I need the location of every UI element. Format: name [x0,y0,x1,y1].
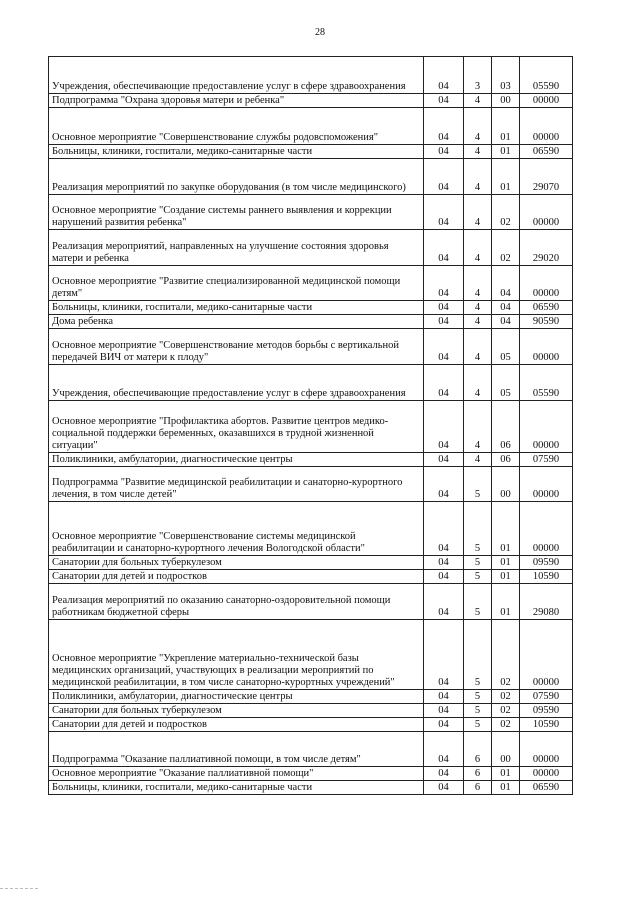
row-name-cell: Поликлиники, амбулатории, диагностические центры [49,690,424,704]
row-name-cell: Основное мероприятие "Создание системы раннего выявления и коррекции нарушений развития ребенка" [49,195,424,230]
code-cell-4: 09590 [520,556,573,570]
code-cell-4: 05590 [520,365,573,401]
code-cell-2: 4 [464,145,492,159]
code-cell-1: 04 [424,767,464,781]
code-cell-4: 29080 [520,584,573,620]
code-cell-4: 07590 [520,453,573,467]
row-name-cell: Санатории для детей и подростков [49,718,424,732]
table-body [49,57,573,795]
row-name-cell: Поликлиники, амбулатории, диагностические центры [49,453,424,467]
code-cell-2: 4 [464,230,492,266]
code-cell-1: 04 [424,365,464,401]
code-cell-1: 04 [424,301,464,315]
code-cell-2: 4 [464,108,492,145]
code-cell-3: 06 [492,453,520,467]
code-cell-3: 02 [492,718,520,732]
code-cell-1: 04 [424,690,464,704]
code-cell-2: 5 [464,620,492,690]
code-cell-2: 4 [464,301,492,315]
table-row [49,467,573,502]
code-cell-1: 04 [424,620,464,690]
table-row [49,108,573,145]
table-row [49,781,573,795]
table-row [49,329,573,365]
code-cell-4: 00000 [520,467,573,502]
code-cell-1: 04 [424,315,464,329]
code-cell-2: 4 [464,266,492,301]
code-cell-4: 09590 [520,704,573,718]
code-cell-2: 5 [464,584,492,620]
table-row [49,266,573,301]
code-cell-2: 6 [464,767,492,781]
code-cell-3: 01 [492,159,520,195]
code-cell-4: 00000 [520,502,573,556]
table-row [49,145,573,159]
code-cell-2: 4 [464,329,492,365]
code-cell-3: 02 [492,704,520,718]
code-cell-1: 04 [424,570,464,584]
code-cell-1: 04 [424,467,464,502]
table-row [49,584,573,620]
code-cell-2: 4 [464,365,492,401]
code-cell-4: 06590 [520,301,573,315]
code-cell-1: 04 [424,453,464,467]
table-row [49,620,573,690]
table-row [49,570,573,584]
code-cell-2: 4 [464,401,492,453]
code-cell-2: 5 [464,502,492,556]
table-row [49,365,573,401]
row-name-cell: Больницы, клиники, госпитали, медико-санитарные части [49,781,424,795]
code-cell-3: 05 [492,329,520,365]
code-cell-3: 02 [492,690,520,704]
code-cell-2: 3 [464,57,492,94]
code-cell-2: 4 [464,453,492,467]
code-cell-1: 04 [424,502,464,556]
row-name-cell: Реализация мероприятий по оказанию санаторно-оздоровительной помощи работникам бюджетной сферы [49,584,424,620]
code-cell-4: 90590 [520,315,573,329]
row-name-cell: Основное мероприятие "Совершенствование системы медицинской реабилитации и санаторно-курортного лечения Вологодской области" [49,502,424,556]
budget-classification-table [48,56,573,795]
row-name-cell: Учреждения, обеспечивающие предоставление услуг в сфере здравоохранения [49,365,424,401]
code-cell-4: 00000 [520,94,573,108]
table-row [49,230,573,266]
code-cell-3: 01 [492,570,520,584]
code-cell-1: 04 [424,266,464,301]
code-cell-3: 02 [492,195,520,230]
code-cell-3: 04 [492,301,520,315]
table-row [49,315,573,329]
row-name-cell: Больницы, клиники, госпитали, медико-санитарные части [49,145,424,159]
code-cell-3: 04 [492,315,520,329]
table-row [49,301,573,315]
code-cell-4: 00000 [520,195,573,230]
row-name-cell: Основное мероприятие "Оказание паллиативной помощи" [49,767,424,781]
code-cell-4: 00000 [520,732,573,767]
code-cell-3: 00 [492,732,520,767]
code-cell-2: 6 [464,781,492,795]
page-number: 28 [315,27,325,38]
code-cell-4: 00000 [520,108,573,145]
row-name-cell: Дома ребенка [49,315,424,329]
row-name-cell: Подпрограмма "Охрана здоровья матери и ребенка" [49,94,424,108]
row-name-cell: Реализация мероприятий, направленных на улучшение состояния здоровья матери и ребенка [49,230,424,266]
code-cell-3: 04 [492,266,520,301]
table-row [49,704,573,718]
row-name-cell: Санатории для больных туберкулезом [49,704,424,718]
code-cell-4: 10590 [520,718,573,732]
code-cell-2: 5 [464,570,492,584]
table-row [49,401,573,453]
code-cell-4: 00000 [520,620,573,690]
code-cell-3: 00 [492,94,520,108]
code-cell-2: 6 [464,732,492,767]
code-cell-1: 04 [424,584,464,620]
code-cell-1: 04 [424,195,464,230]
code-cell-4: 00000 [520,266,573,301]
code-cell-3: 02 [492,620,520,690]
code-cell-2: 5 [464,467,492,502]
table-row [49,453,573,467]
code-cell-4: 29020 [520,230,573,266]
code-cell-3: 01 [492,145,520,159]
row-name-cell: Санатории для больных туберкулезом [49,556,424,570]
code-cell-3: 01 [492,502,520,556]
code-cell-2: 4 [464,159,492,195]
code-cell-3: 01 [492,781,520,795]
row-name-cell: Подпрограмма "Оказание паллиативной помощи, в том числе детям" [49,732,424,767]
table-row [49,732,573,767]
code-cell-4: 00000 [520,329,573,365]
code-cell-1: 04 [424,781,464,795]
table-row [49,767,573,781]
code-cell-3: 01 [492,767,520,781]
row-name-cell: Основное мероприятие "Совершенствование методов борьбы с вертикальной передачей ВИЧ от матери к плоду" [49,329,424,365]
code-cell-4: 00000 [520,401,573,453]
code-cell-2: 5 [464,718,492,732]
row-name-cell: Основное мероприятие "Совершенствование службы родовспоможения" [49,108,424,145]
code-cell-4: 29070 [520,159,573,195]
code-cell-1: 04 [424,329,464,365]
row-name-cell: Основное мероприятие "Развитие специализированной медицинской помощи детям" [49,266,424,301]
code-cell-1: 04 [424,732,464,767]
table-row [49,502,573,556]
row-name-cell: Подпрограмма "Развитие медицинской реабилитации и санаторно-курортного лечения, в том числе детей" [49,467,424,502]
row-name-cell: Санатории для детей и подростков [49,570,424,584]
code-cell-3: 01 [492,584,520,620]
row-name-cell: Учреждения, обеспечивающие предоставление услуг в сфере здравоохранения [49,57,424,94]
code-cell-1: 04 [424,57,464,94]
row-name-cell: Больницы, клиники, госпитали, медико-санитарные части [49,301,424,315]
row-name-cell: Основное мероприятие "Профилактика абортов. Развитие центров медико-социальной поддержки беременных, оказавшихся в трудной жизненной ситуации" [49,401,424,453]
code-cell-3: 01 [492,556,520,570]
code-cell-2: 4 [464,195,492,230]
code-cell-2: 5 [464,704,492,718]
code-cell-3: 01 [492,108,520,145]
scan-edge-mark [0,888,38,889]
code-cell-3: 03 [492,57,520,94]
table-row [49,718,573,732]
code-cell-4: 06590 [520,781,573,795]
code-cell-3: 00 [492,467,520,502]
table-row [49,556,573,570]
code-cell-2: 4 [464,94,492,108]
code-cell-1: 04 [424,159,464,195]
code-cell-1: 04 [424,556,464,570]
code-cell-1: 04 [424,108,464,145]
code-cell-1: 04 [424,704,464,718]
table-row [49,94,573,108]
code-cell-3: 06 [492,401,520,453]
row-name-cell: Основное мероприятие "Укрепление материально-технической базы медицинских организаций, участвующих в реализации мероприятий по медицинской реабилитации, в том числе санаторно-курортных учреждений" [49,620,424,690]
code-cell-3: 02 [492,230,520,266]
table-row [49,690,573,704]
code-cell-4: 07590 [520,690,573,704]
table-row [49,195,573,230]
code-cell-4: 10590 [520,570,573,584]
row-name-cell: Реализация мероприятий по закупке оборудования (в том числе медицинского) [49,159,424,195]
code-cell-1: 04 [424,230,464,266]
table-row [49,159,573,195]
code-cell-1: 04 [424,401,464,453]
code-cell-3: 05 [492,365,520,401]
code-cell-4: 00000 [520,767,573,781]
code-cell-1: 04 [424,145,464,159]
code-cell-4: 06590 [520,145,573,159]
code-cell-4: 05590 [520,57,573,94]
code-cell-1: 04 [424,718,464,732]
code-cell-2: 5 [464,690,492,704]
code-cell-2: 4 [464,315,492,329]
code-cell-2: 5 [464,556,492,570]
table-row [49,57,573,94]
code-cell-1: 04 [424,94,464,108]
